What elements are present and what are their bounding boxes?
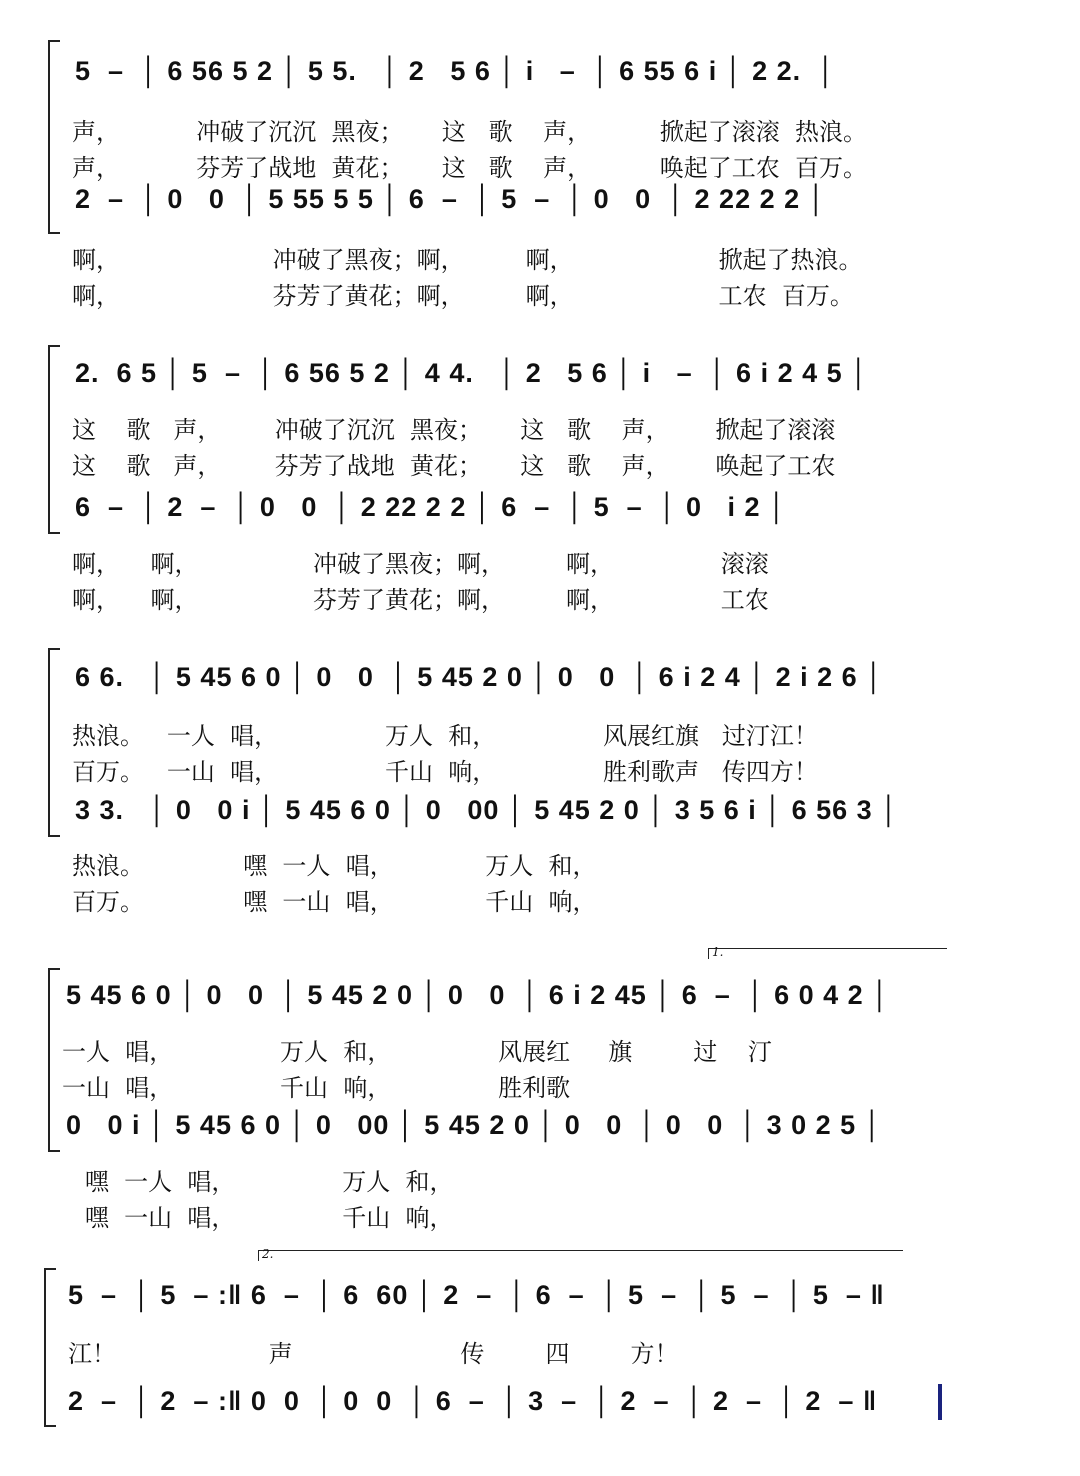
final-barline xyxy=(938,1384,942,1420)
lyrics-verse-1: 声， 冲破了沉沉 黑夜； 这 歌 声， 掀起了滚滚 热浪。 xyxy=(72,118,868,146)
system-bracket xyxy=(48,345,60,534)
system-bracket xyxy=(48,648,60,837)
lyrics-verse-1: 热浪。 一人 唱， 万人 和， 风展红旗 过汀江！ xyxy=(72,722,818,750)
lyrics-verse-1-lower: 啊， 冲破了黑夜；啊， 啊， 掀起了热浪。 xyxy=(72,246,863,274)
lyrics-verse-1: 一人 唱， 万人 和， 风展红 旗 过 汀 xyxy=(62,1038,772,1066)
lyrics-verse-1: 这 歌 声， 冲破了沉沉 黑夜； 这 歌 声， 掀起了滚滚 xyxy=(72,416,836,444)
lyrics-verse-1: 江！ 声 传 四 方！ xyxy=(68,1340,679,1368)
lyrics-verse-1-lower: 热浪。 嘿 一人 唱， 万人 和， xyxy=(72,852,597,880)
system-bracket xyxy=(44,1268,56,1427)
second-ending-bracket: 2. xyxy=(258,1250,903,1261)
top-staff: 5 – │ 5 – :‖ 6 – │ 6 60 │ 2 – │ 6 – │ 5 – │ 5 – │ 5 – ‖ xyxy=(68,1280,885,1310)
lyrics-verse-1-lower: 啊， 啊， 冲破了黑夜；啊， 啊， 滚滚 xyxy=(72,550,769,578)
bottom-staff: 2 – │ 2 – :‖ 0 0 │ 0 0 │ 6 – │ 3 – │ 2 – │ 2 – │ 2 – ‖ xyxy=(68,1386,878,1416)
system-bracket xyxy=(48,968,60,1152)
top-staff: 6 6. │ 5 45 6 0 │ 0 0 │ 5 45 2 0 │ 0 0 │ 6 i 2 4 │ 2 i 2 6 │ xyxy=(75,662,885,692)
lyrics-verse-2-lower: 啊， 芬芳了黄花；啊， 啊， 工农 百万。 xyxy=(72,282,854,310)
bottom-staff: 2 – │ 0 0 │ 5 55 5 5 │ 6 – │ 5 – │ 0 0 │ 2 22 2 2 │ xyxy=(75,184,827,214)
bottom-staff: 0 0 i │ 5 45 6 0 │ 0 00 │ 5 45 2 0 │ 0 0 │ 0 0 │ 3 0 2 5 │ xyxy=(66,1110,883,1140)
bottom-staff: 6 – │ 2 – │ 0 0 │ 2 22 2 2 │ 6 – │ 5 – │ 0 i 2 │ xyxy=(75,492,787,522)
top-staff: 5 – │ 6 56 5 2 │ 5 5. │ 2 5 6 │ i – │ 6 55 6 i │ 2 2. │ xyxy=(75,56,836,86)
lyrics-verse-2: 这 歌 声， 芬芳了战地 黄花； 这 歌 声， 唤起了工农 xyxy=(72,452,836,480)
lyrics-verse-2: 声， 芬芳了战地 黄花； 这 歌 声， 唤起了工农 百万。 xyxy=(72,154,868,182)
bottom-staff: 3 3. │ 0 0 i │ 5 45 6 0 │ 0 00 │ 5 45 2 0 │ 3 5 6 i │ 6 56 3 │ xyxy=(75,795,900,825)
top-staff: 5 45 6 0 │ 0 0 │ 5 45 2 0 │ 0 0 │ 6 i 2 45 │ 6 – │ 6 0 4 2 │ xyxy=(66,980,891,1010)
lyrics-verse-2: 一山 唱， 千山 响， 胜利歌 xyxy=(62,1074,571,1102)
lyrics-verse-2-lower: 嘿 一山 唱， 千山 响， xyxy=(62,1204,454,1232)
top-staff: 2. 6 5 │ 5 – │ 6 56 5 2 │ 4 4. │ 2 5 6 │ i – │ 6 i 2 4 5 │ xyxy=(75,358,870,388)
lyrics-verse-1-lower: 嘿 一人 唱， 万人 和， xyxy=(62,1168,454,1196)
system-bracket xyxy=(48,40,60,234)
first-ending-bracket: 1. xyxy=(708,948,947,959)
lyrics-verse-2-lower: 百万。 嘿 一山 唱， 千山 响， xyxy=(72,888,597,916)
lyrics-verse-2: 百万。 一山 唱， 千山 响， 胜利歌声 传四方！ xyxy=(72,758,818,786)
lyrics-verse-2-lower: 啊， 啊， 芬芳了黄花；啊， 啊， 工农 xyxy=(72,586,769,614)
